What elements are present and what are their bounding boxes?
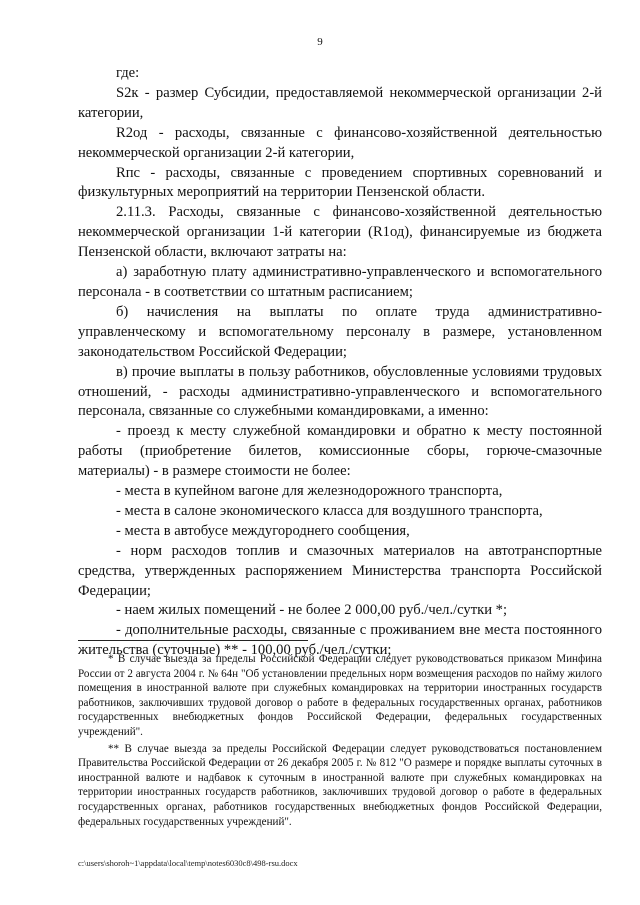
footnote-1: * В случае выезда за пределы Российской Федерации следует руководствоваться приказом Минфина России от 2 августа 2004 г. № 64н "Об установлении предельных норм возмещения расходов по найму жилого помещения в иностранной валюте при служебных командировках на территории иностранных государств работников, заключивших трудовой договор о работе в федеральных государственных органах, работников государственных внебюджетных фондов Российской Федерации, федеральных государственных учреждений". [78, 653, 602, 738]
paragraph-fuel: - норм расходов топлив и смазочных материалов на автотранспортные средства, утвержденных распоряжением Министерства транспорта Российской Федерации; [78, 542, 602, 599]
footnote-2: ** В случае выезда за пределы Российской Федерации следует руководствоваться постановлением Правительства Российской Федерации от 26 декабря 2005 г. № 812 "О размере и порядке выплаты суточных в иностранной валюте и надбавок к суточным в иностранной валюте при служебных командировках на территории иностранных государств работников, заключивших трудовой договор о работе в федеральных государственных органах, работников государственных внебюджетных фондов Российской Федерации, федеральных государственных учреждений". [78, 742, 602, 828]
paragraph-s2k-definition: S2к - размер Субсидии, предоставляемой некоммерческой организации 2-й категории, [78, 84, 602, 121]
paragraph-item-b: б) начисления на выплаты по оплате труда административно-управленческому и вспомогательному персоналу в размере, установленном законодательством Российской Федерации; [78, 303, 602, 360]
paragraph-rail: - места в купейном вагоне для железнодорожного транспорта, [116, 483, 503, 500]
paragraph-housing: - наем жилых помещений - не более 2 000,00 руб./чел./сутки *; [116, 602, 508, 619]
paragraph-travel: - проезд к месту служебной командировки и обратно к месту постоянной работы (приобретение билетов, комиссионные сборы, горюче-смазочные материалы) - в размере стоимости не более: [78, 423, 602, 480]
page-number: 9 [317, 36, 323, 48]
paragraph-r2od-definition: R2од - расходы, связанные с финансово-хозяйственной деятельностью некоммерческой организации 2-й категории, [78, 124, 602, 161]
paragraph-per-diem: - дополнительные расходы, связанные с проживанием вне места постоянного жительства (суточные) ** - 100,00 руб./чел./сутки; [78, 622, 602, 659]
document-body [78, 64, 602, 661]
paragraph-rps-definition: Rпс - расходы, связанные с проведением спортивных соревнований и физкультурных мероприятий на территории Пензенской области. [78, 164, 602, 201]
paragraph-where: где: [116, 65, 140, 81]
footnotes [78, 652, 602, 831]
footnote-separator [78, 640, 308, 641]
paragraph-item-a: а) заработную плату административно-управленческого и вспомогательного персонала - в соответствии со штатным расписанием; [78, 264, 602, 300]
file-path-footer: c:\users\shoroh~1\appdata\local\temp\notes6030c8\498-rsu.docx [78, 858, 298, 868]
paragraph-item-v: в) прочие выплаты в пользу работников, обусловленные условиями трудовых отношений, - расходы административно-управленческого и вспомогательного персонала, связанные со служебными командировками, а именно: [78, 363, 602, 420]
paragraph-clause-2-11-3: 2.11.3. Расходы, связанные с финансово-хозяйственной деятельностью некоммерческой организации 1-й категории (R1од), финансируемые из бюджета Пензенской области, включают затраты на: [78, 204, 602, 261]
paragraph-air: - места в салоне экономического класса для воздушного транспорта, [116, 502, 543, 519]
paragraph-bus: - места в автобусе междугороднего сообщения, [116, 522, 410, 539]
